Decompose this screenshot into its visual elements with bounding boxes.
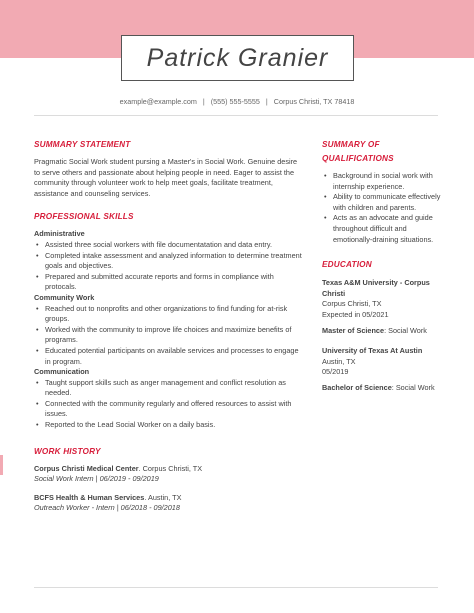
work-title: WORK HISTORY [34, 446, 101, 456]
contact-separator: | [202, 97, 205, 106]
list-item: • Ability to communicate effectively with children and parents. [322, 192, 442, 213]
job-entry [34, 464, 304, 485]
list-item: • Reached out to nonprofits and other organizations to find funding for at-risk groups. [34, 304, 304, 325]
degree-label: Bachelor of Science [322, 382, 392, 392]
list-item: • Educated potential participants on available services and processes to engage in program. [34, 346, 304, 367]
divider [34, 115, 438, 116]
candidate-name: Patrick Granier [146, 43, 329, 72]
list-item: • Prepared and submitted accurate reports and forms in compliance with protocals. [34, 272, 304, 293]
contact-phone: (555) 555-5555 [210, 97, 260, 106]
list-item: • Assisted three social workers with file documentatation and data entry. [34, 240, 304, 251]
school-name: Texas A&M University - Corpus Christi [322, 278, 430, 298]
job-company: Corpus Christi Medical Center [34, 463, 139, 473]
education-entry [322, 278, 442, 336]
list-item: • Acts as an advocate and guide throughout difficult and emotionally-draining situations. [322, 213, 442, 245]
list-item: • Taught support skills such as anger management and conflict resolution as needed. [34, 378, 304, 399]
qualifications-title-line: QUALIFICATIONS [322, 154, 394, 163]
skill-group-heading: Community Work [34, 292, 95, 302]
school-location: Corpus Christi, TX [322, 299, 382, 309]
divider [34, 587, 438, 588]
job-dates: 06/2019 - 09/2019 [99, 474, 159, 484]
school-date: Expected in 05/2021 [322, 309, 389, 319]
list-item: • Connected with the community regularly and offered resources to assist with issues. [34, 399, 304, 420]
skills-title: PROFESSIONAL SKILLS [34, 212, 134, 222]
qualifications-list [322, 171, 442, 245]
contact-line [0, 97, 474, 106]
contact-separator: | [265, 97, 268, 106]
list-item: • Worked with the community to improve life choices and maximize benefits of programs. [34, 325, 304, 346]
education-title: EDUCATION [322, 260, 372, 270]
list-item: • Background in social work with internship experience. [322, 171, 442, 192]
meta-separator: | [95, 474, 98, 484]
job-entry [34, 493, 304, 514]
side-accent [0, 455, 3, 475]
job-company: BCFS Health & Human Services [34, 492, 145, 502]
summary-title: SUMMARY STATEMENT [34, 140, 131, 149]
list-item: • Completed intake assessment and analyzed information to determine treatment goals and objectives. [34, 251, 304, 272]
summary-text: Pragmatic Social Work student pursing a Master's in Social Work. Genuine desire to serve others and passionate about helping people in need. Eager to assist the community through volunteer work to help meet goals, facilitate treatment, assistance and counseling services. [34, 157, 298, 198]
job-role: Outreach Worker - Intern [34, 503, 115, 513]
skills-list [34, 229, 304, 430]
school-location: Austin, TX [322, 356, 356, 366]
school-date: 05/2019 [322, 367, 349, 377]
contact-location: Corpus Christi, TX 78418 [273, 97, 355, 106]
degree-field: : Social Work [391, 382, 435, 392]
degree-field: : Social Work [384, 325, 427, 335]
qualifications-title [322, 140, 442, 163]
job-role: Social Work Intern [34, 474, 94, 484]
education-entry [322, 346, 442, 393]
name-box [121, 35, 354, 81]
right-column [322, 140, 442, 394]
qualifications-title-line: SUMMARY OF [322, 140, 380, 149]
skill-group-heading: Communication [34, 367, 90, 377]
job-dates: 06/2018 - 09/2018 [120, 503, 180, 513]
left-column [34, 140, 304, 514]
job-location: . Austin, TX [144, 492, 182, 502]
skill-group-heading: Administrative [34, 229, 85, 239]
job-location: . Corpus Christi, TX [138, 463, 203, 473]
degree-label: Master of Science [322, 325, 385, 335]
school-name: University of Texas At Austin [322, 346, 423, 356]
list-item: • Reported to the Lead Social Worker on a daily basis. [34, 420, 304, 431]
contact-email: example@example.com [119, 97, 197, 106]
meta-separator: | [116, 503, 119, 513]
